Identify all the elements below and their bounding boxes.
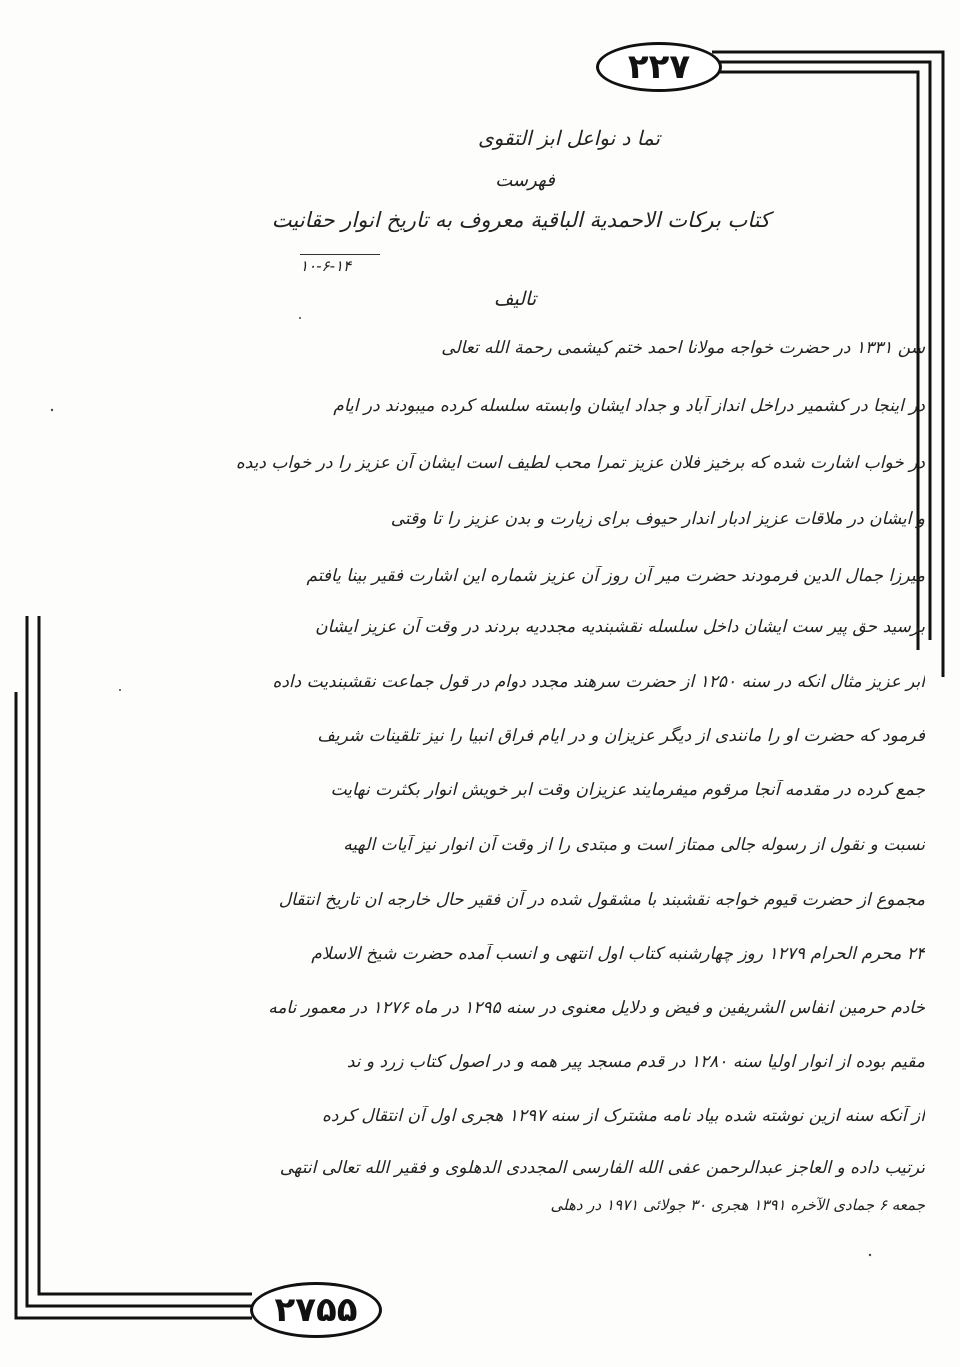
taleef-heading: تالیف [493,288,537,310]
body-line: برسید حق پیر ست ایشان داخل سلسله نقشبندیه مجددیه بردند در وقت آن عزیز ایشان [315,617,925,637]
bottom-page-number: ۲۷۵۵ [274,1290,358,1330]
body-line: از آنکه سنه ازین نوشته شده بیاد نامه مشترک از سنه ۱۲۹۷ هجری اول آن انتقال کرده [321,1106,925,1126]
body-line: ترتیب داده و العاجز عبدالرحمن عفی الله الفارسی المجددی الدهلوی و فقیر الله تعالی انتهی [279,1158,925,1178]
date-under-title: ۱۰-۶-۱۴ [300,254,380,275]
body-line: ابر عزیز مثال انکه در سنه ۱۲۵۰ از حضرت سرهند مجدد دوام در قول جماعت نقشبندیت داده [272,672,925,692]
body-line: سن ۱۳۳۱ در حضرت خواجه مولانا احمد ختم کیشمی رحمة الله تعالی [441,338,925,358]
body-line: مجموع از حضرت قیوم خواجه نقشبند با مشقول شده در آن فقیر حال خارجه ان تاریخ انتقال [278,890,925,910]
heading-line-2: فهرست [495,170,555,191]
body-line: در خواب اشارت شده که برخیز فلان عزیز تمرا محب لطیف است ایشان آن عزیز را در خواب دیده [235,453,925,473]
body-line: ۲۴ محرم الحرام ۱۲۷۹ روز چهارشنبه کتاب اول انتهی و انسب آمده حضرت شیخ الاسلام [311,944,925,964]
top-page-number: ۲۲۷ [627,47,691,87]
body-line: در اینجا در کشمیر دراخل انداز آباد و جداد ایشان وابسته سلسله کرده میبودند در ایام [333,396,925,416]
body-line: فرمود که حضرت او را مانندی از دیگر عزیزان و در ایام فراق انبیا را نیز تلقینات شریف [317,726,925,746]
body-line: مقیم بوده از انوار اولیا سنه ۱۲۸۰ در قدم مسجد پیر همه و در اصول کتاب زرد و ند [346,1052,925,1072]
heading-line-1: تما د نواعل ابز التقوی [477,126,660,150]
top-page-number-badge [596,42,722,92]
body-line: نسبت و نقول از رسوله جالی ممتاز است و مبتدی را از وقت آن انوار نیز آیات الهیه [343,835,925,855]
book-title: کتاب برکات الاحمدیة الباقیة معروف به تاریخ انوار حقانیت [271,208,770,232]
body-line: خادم حرمین انفاس الشریفین و فیض و دلایل معنوی در سنه ۱۲۹۵ در ماه ۱۲۷۶ در معمور نامه [268,998,925,1018]
body-line: جمع کرده در مقدمه آنجا مرقوم میفرمایند عزیزان وقت ابر خویش انوار بکثرت نهایت [330,780,925,800]
body-line: میرزا جمال الدین فرمودند حضرت میر آن روز آن عزیز شماره این اشارت فقیر بینا یافتم [306,566,925,586]
bottom-page-number-badge [250,1282,382,1338]
body-line: و ایشان در ملاقات عزیز ادبار اندار حیوف برای زیارت و بدن عزیز را تا وقتی [390,509,925,529]
body-line: جمعه ۶ جمادی الآخره ۱۳۹۱ هجری ۳۰ جولائی ۱۹۷۱ در دهلی [550,1196,925,1214]
